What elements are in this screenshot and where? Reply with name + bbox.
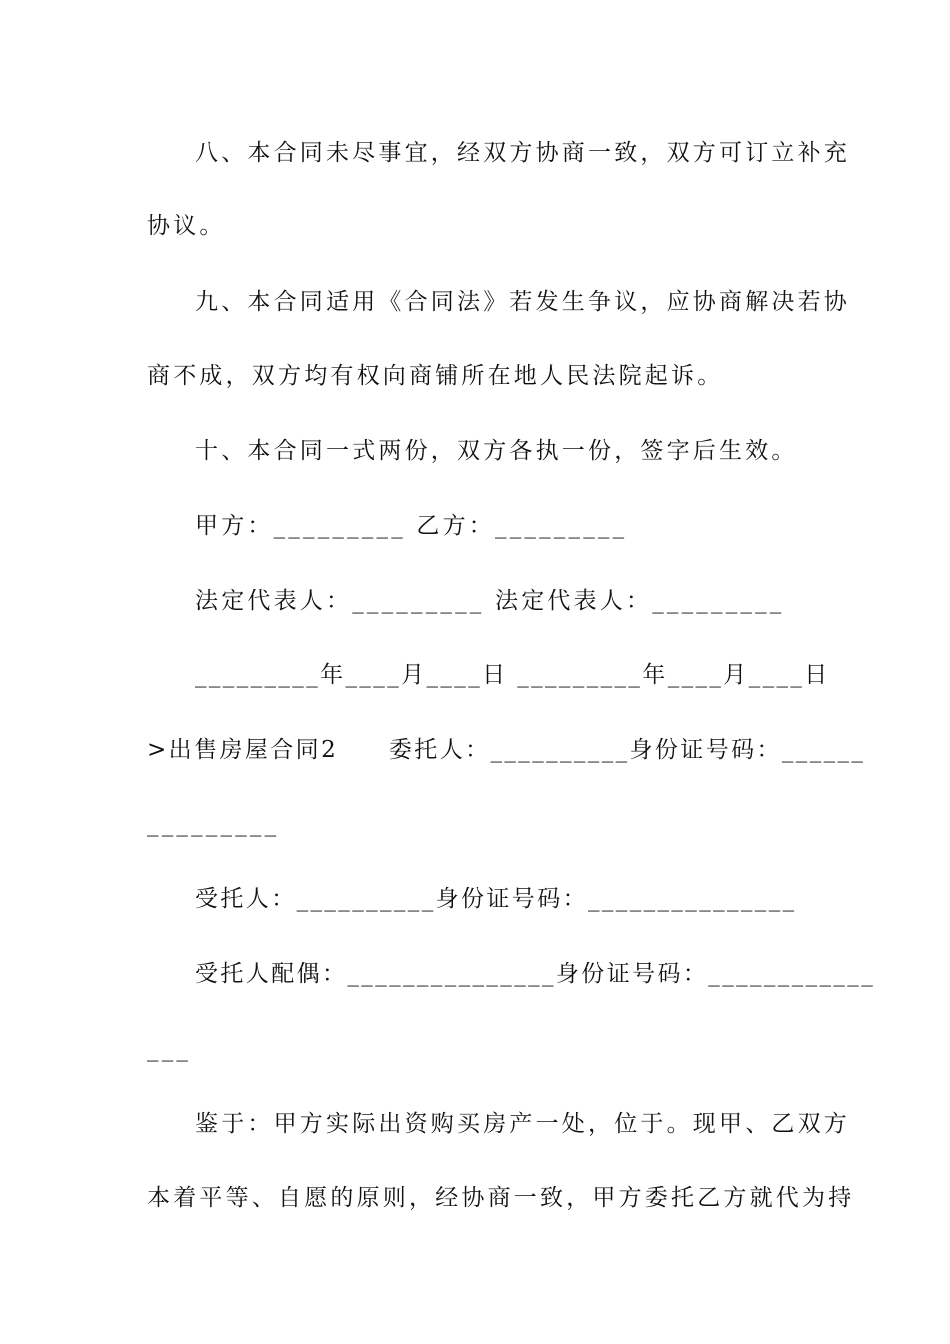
legal-representative-line: 法定代表人：_________ 法定代表人：_________	[195, 588, 785, 614]
recital-line-2: 本着平等、自愿的原则，经协商一致，甲方委托乙方就代为持	[147, 1185, 855, 1211]
clause-9-line-2: 商不成，双方均有权向商铺所在地人民法院起诉。	[147, 363, 724, 389]
date-line: _________年____月____日 _________年____月____日	[195, 662, 830, 688]
clause-8-line-1: 八、本合同未尽事宜，经双方协商一致，双方可订立补充	[195, 140, 850, 166]
trustee-line: 受托人：__________身份证号码：_______________	[195, 886, 797, 912]
clause-8-line-2: 协议。	[147, 213, 226, 239]
clause-9-line-1: 九、本合同适用《合同法》若发生争议，应协商解决若协	[195, 289, 850, 315]
recital-line-1: 鉴于：甲方实际出资购买房产一处，位于。现甲、乙双方	[195, 1111, 850, 1137]
contract-2-heading-line: >出售房屋合同2 委托人：__________身份证号码：______	[147, 737, 866, 763]
trustee-spouse-id-continuation: ___	[147, 1036, 192, 1062]
clause-10: 十、本合同一式两份，双方各执一份，签字后生效。	[195, 438, 798, 464]
trustee-spouse-line: 受托人配偶：_______________身份证号码：____________	[195, 961, 876, 987]
party-signature-line: 甲方：_________ 乙方：_________	[195, 513, 628, 539]
id-number-continuation: _________	[147, 811, 280, 837]
